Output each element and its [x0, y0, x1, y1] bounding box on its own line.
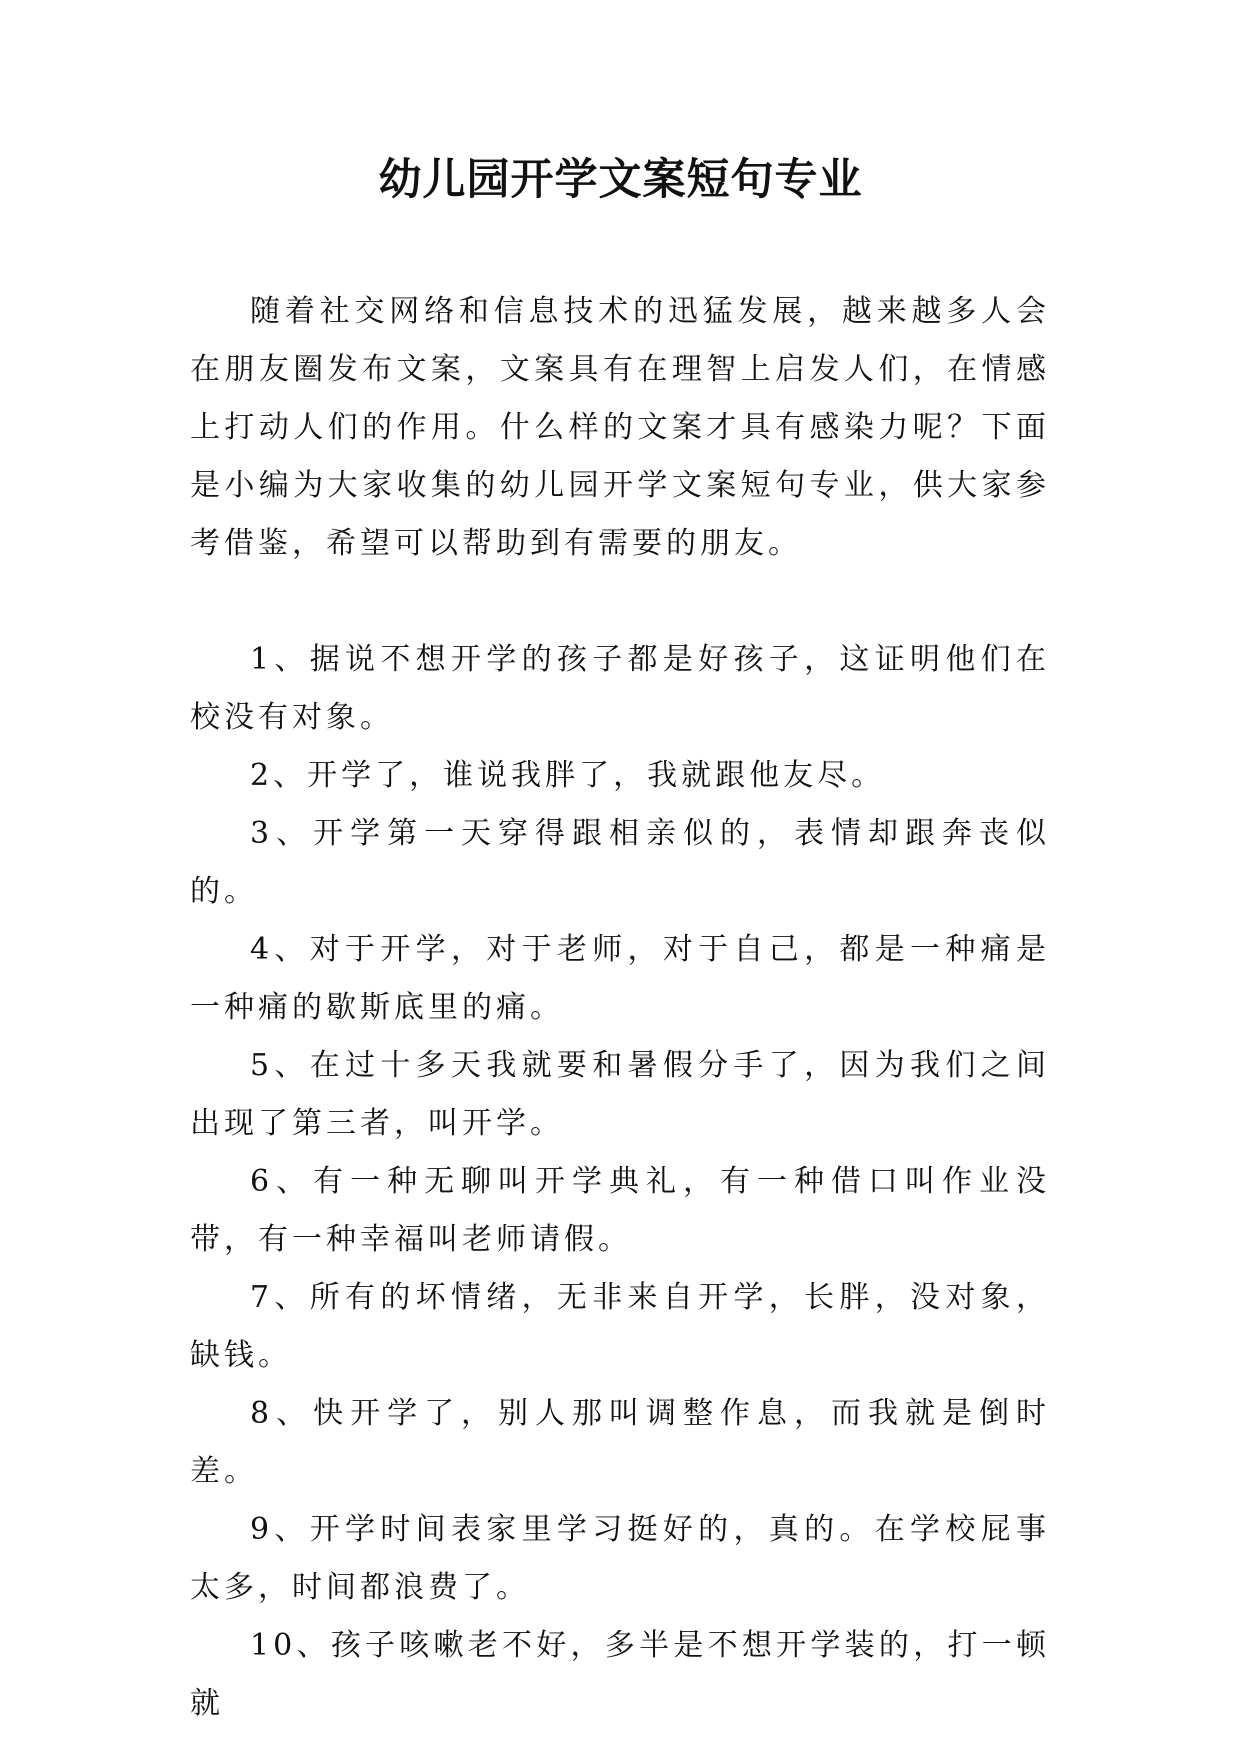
list-item-7: 7、所有的坏情绪，无非来自开学，长胖，没对象，缺钱。 — [190, 1280, 1050, 1373]
list-item-10: 10、孩子咳嗽老不好，多半是不想开学装的，打一顿就 — [190, 1628, 1050, 1721]
document-body — [190, 283, 1050, 1733]
list-item-8: 8、快开学了，别人那叫调整作息，而我就是倒时差。 — [190, 1396, 1050, 1489]
list-item-2: 2、开学了，谁说我胖了，我就跟他友尽。 — [250, 758, 886, 793]
list-item-9: 9、开学时间表家里学习挺好的，真的。在学校屁事太多，时间都浪费了。 — [190, 1512, 1050, 1605]
list-item-4: 4、对于开学，对于老师，对于自己，都是一种痛是一种痛的歇斯底里的痛。 — [190, 932, 1050, 1025]
list-item-5: 5、在过十多天我就要和暑假分手了，因为我们之间出现了第三者，叫开学。 — [190, 1048, 1050, 1141]
list-item-3: 3、开学第一天穿得跟相亲似的，表情却跟奔丧似的。 — [190, 816, 1050, 909]
intro-paragraph: 随着社交网络和信息技术的迅猛发展，越来越多人会在朋友圈发布文案，文案具有在理智上启发人们，在情感上打动人们的作用。什么样的文案才具有感染力呢？下面是小编为大家收集的幼儿园开学文案短句专业，供大家参考借鉴，希望可以帮助到有需要的朋友。 — [190, 294, 1050, 561]
list-item-1: 1、据说不想开学的孩子都是好孩子，这证明他们在校没有对象。 — [190, 642, 1050, 735]
document-title: 幼儿园开学文案短句专业 — [378, 155, 863, 205]
list-item-6: 6、有一种无聊叫开学典礼，有一种借口叫作业没带，有一种幸福叫老师请假。 — [190, 1164, 1050, 1257]
